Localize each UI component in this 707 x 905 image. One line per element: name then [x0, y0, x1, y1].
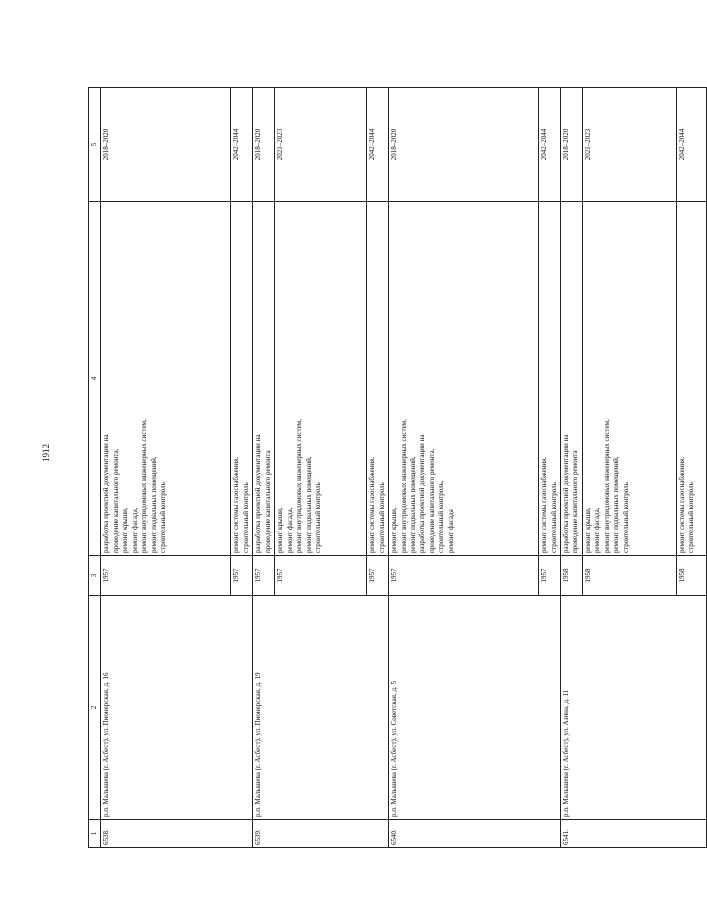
entry-number: 6540.: [389, 820, 561, 848]
entry-number: 6541.: [560, 820, 706, 848]
repair-works: [231, 202, 253, 556]
repair-work-item: строительный контроль: [159, 482, 168, 553]
repair-works: [582, 202, 676, 556]
entry-number: 6539.: [253, 820, 389, 848]
repair-work-item: разработка проектной документации на: [254, 434, 263, 553]
repair-work-item: строительный контроль: [241, 482, 250, 553]
repair-work-item: ремонт крыши,: [390, 507, 399, 553]
repair-works: [539, 202, 561, 556]
repair-period: 2042–2044: [539, 88, 561, 202]
repair-period: 2042–2044: [367, 88, 389, 202]
repair-work-item: ремонт фасада: [446, 509, 455, 553]
repair-period: 2018–2020: [101, 88, 231, 202]
repair-work-item: ремонт внутридомовых инженерных систем,: [399, 419, 408, 553]
repair-work-item: разработка проектной документации на: [561, 434, 570, 553]
repair-work-item: ремонт системы газоснабжения,: [368, 456, 377, 553]
entry-address: р.п. Малышева (г. Асбест), ул. Азина, д. 11: [560, 596, 706, 820]
table-row: [253, 88, 275, 848]
repair-works: [560, 202, 582, 556]
repair-work-item: строительный контроль: [621, 482, 630, 553]
repair-work-item: ремонт фасада,: [130, 507, 139, 553]
build-year: 1957: [275, 556, 367, 596]
repair-period: 2018–2020: [560, 88, 582, 202]
repair-work-item: строительный контроль,: [437, 480, 446, 553]
build-year: 1957: [367, 556, 389, 596]
column-header: 2: [89, 596, 101, 820]
build-year: 1957: [231, 556, 253, 596]
entry-address: р.п. Малышева (г. Асбест), ул. Советская, д. 5: [389, 596, 561, 820]
repair-work-item: разработка проектной документации на: [418, 434, 427, 553]
repair-period: 2042–2044: [231, 88, 253, 202]
repair-period: 2021–2023: [275, 88, 367, 202]
repair-period: 2018–2020: [389, 88, 539, 202]
repair-work-item: проведение капитального ремонта: [571, 450, 580, 553]
repair-work-item: ремонт внутридомовых инженерных систем,: [295, 419, 304, 553]
repair-work-item: ремонт крыши,: [121, 507, 130, 553]
build-year: 1958: [582, 556, 676, 596]
repair-work-item: строительный контроль: [377, 482, 386, 553]
repair-work-item: ремонт фасада,: [285, 507, 294, 553]
build-year: 1957: [389, 556, 539, 596]
repair-works: [367, 202, 389, 556]
repair-work-item: ремонт внутридомовых инженерных систем,: [140, 419, 149, 553]
repair-works: [101, 202, 231, 556]
build-year: 1957: [101, 556, 231, 596]
table-body: [101, 88, 706, 848]
repair-work-item: проведение капитального ремонта,: [427, 448, 436, 553]
column-number-row: [89, 88, 101, 848]
repair-work-item: ремонт подвальных помещений,: [408, 456, 417, 553]
repair-work-item: ремонт подвальных помещений,: [304, 456, 313, 553]
repair-works: [275, 202, 367, 556]
repair-work-item: ремонт подвальных помещений,: [612, 456, 621, 553]
build-year: 1958: [560, 556, 582, 596]
repair-period: 2018–2020: [253, 88, 275, 202]
repair-work-item: ремонт подвальных помещений,: [149, 456, 158, 553]
repair-works: [676, 202, 706, 556]
repair-works: [389, 202, 539, 556]
table-row: [101, 88, 231, 848]
repair-work-item: ремонт системы газоснабжения,: [677, 456, 686, 553]
repair-work-item: строительный контроль: [313, 482, 322, 553]
repair-work-item: ремонт фасада,: [593, 507, 602, 553]
table-row: [389, 88, 539, 848]
build-year: 1957: [539, 556, 561, 596]
repair-period: 2042–2044: [676, 88, 706, 202]
entry-address: р.п. Малышева (г. Асбест), ул. Пионерская, д. 19: [253, 596, 389, 820]
column-header: 4: [89, 202, 101, 556]
repair-works: [253, 202, 275, 556]
rotated-table-container: [88, 88, 696, 848]
build-year: 1957: [253, 556, 275, 596]
repair-work-item: ремонт системы газоснабжения,: [540, 456, 549, 553]
repair-work-item: строительный контроль: [687, 482, 696, 553]
repair-work-item: разработка проектной документации на: [102, 434, 111, 553]
repair-work-item: ремонт крыши,: [276, 507, 285, 553]
repair-work-item: ремонт крыши,: [583, 507, 592, 553]
repair-work-item: проведение капитального ремонта,: [111, 448, 120, 553]
repair-schedule-table: [88, 87, 707, 848]
build-year: 1958: [676, 556, 706, 596]
entry-number: 6538.: [101, 820, 253, 848]
repair-work-item: проведение капитального ремонта: [263, 450, 272, 553]
repair-period: 2021–2023: [582, 88, 676, 202]
repair-work-item: ремонт внутридомовых инженерных систем,: [602, 419, 611, 553]
table-row: [560, 88, 582, 848]
entry-address: р.п. Малышева (г. Асбест), ул. Пионерская, д. 16: [101, 596, 253, 820]
column-header: 3: [89, 556, 101, 596]
column-header: 1: [89, 820, 101, 848]
repair-work-item: ремонт системы газоснабжения,: [232, 456, 241, 553]
repair-work-item: строительный контроль: [549, 482, 558, 553]
column-header: 5: [89, 88, 101, 202]
page-number: 1912: [41, 444, 51, 462]
